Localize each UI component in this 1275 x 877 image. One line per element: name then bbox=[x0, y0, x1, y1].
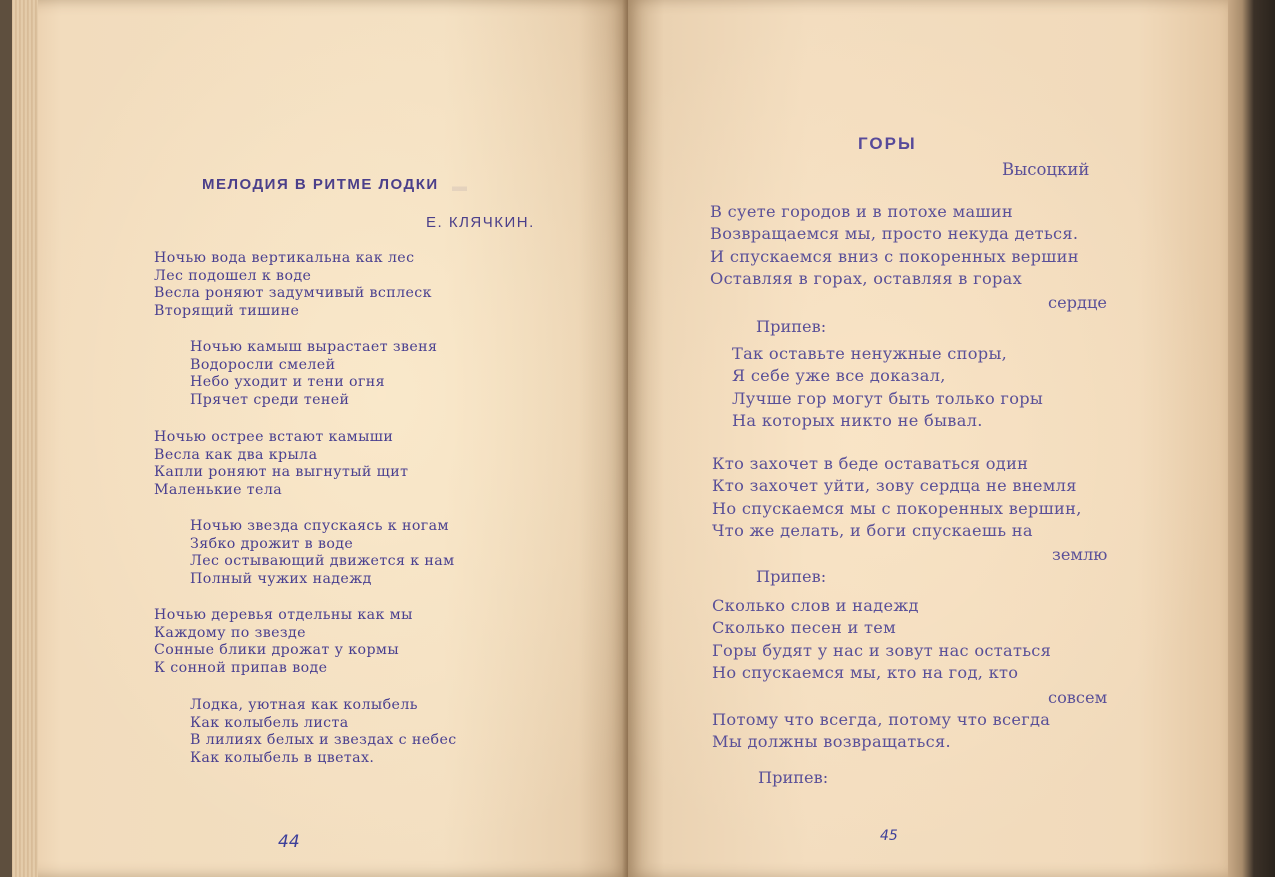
verse-line: Мы должны возвращаться. bbox=[712, 732, 951, 752]
verse-line: Сколько слов и надежд bbox=[712, 596, 919, 615]
verse-line: Сколько песен и тем bbox=[712, 618, 897, 638]
verse-line: Потому что всегда, потому что всегда bbox=[712, 710, 1051, 729]
left-page bbox=[12, 0, 628, 877]
verse-line: Каждому по звезде bbox=[154, 624, 306, 641]
right-page bbox=[628, 0, 1228, 877]
verse-line: Горы будят у нас и зовут нас остаться bbox=[712, 640, 1052, 660]
verse-line: Так оставьте ненужные споры, bbox=[732, 344, 1008, 363]
verse-line: Лес остывающий движется к нам bbox=[190, 553, 455, 570]
stanza-3 bbox=[712, 595, 1051, 685]
chorus-label: Припев: bbox=[758, 768, 829, 787]
verse-line: Кто захочет в беде оставаться один bbox=[712, 454, 1029, 473]
verse-line: Оставляя в горах, оставляя в горах bbox=[710, 269, 1023, 289]
verse-line: Ночью вода вертикальна как лес bbox=[154, 250, 415, 266]
poem-title: МЕЛОДИЯ В РИТМЕ ЛОДКИ bbox=[202, 176, 439, 193]
verse-line: Небо уходит и тени огня bbox=[190, 374, 386, 391]
chorus bbox=[732, 343, 1043, 433]
verse-line-end: сердце bbox=[1048, 293, 1107, 312]
verse-line: Как колыбель в цветах. bbox=[190, 749, 375, 766]
verse-line: Прячет среди теней bbox=[190, 391, 350, 408]
verse-line: Я себе уже все доказал, bbox=[732, 366, 946, 386]
poem-author: Высоцкий bbox=[1002, 160, 1090, 179]
stanza-1 bbox=[710, 201, 1079, 291]
verse-line: Вторящий тишине bbox=[154, 302, 300, 319]
verse-line: Сонные блики дрожат у кормы bbox=[154, 642, 400, 659]
verse-line: Лодка, уютная как колыбель bbox=[190, 697, 418, 713]
chorus-label: Припев: bbox=[756, 317, 827, 336]
book-edge bbox=[1228, 0, 1275, 877]
verse-line: Весла роняют задумчивый всплеск bbox=[154, 285, 432, 302]
stanza-2 bbox=[712, 453, 1082, 543]
chorus-label: Припев: bbox=[756, 567, 827, 586]
page-number-right: 45 bbox=[880, 828, 898, 844]
verse-line-end: землю bbox=[1052, 545, 1108, 564]
verse-line: На которых никто не бывал. bbox=[732, 411, 983, 431]
verse-line: Но спускаемся мы, кто на год, кто bbox=[712, 663, 1019, 683]
stanza-1 bbox=[154, 250, 432, 320]
bleed-through-text: ▬ bbox=[452, 178, 467, 195]
stanza-2 bbox=[190, 339, 437, 409]
stanza-3 bbox=[154, 429, 408, 499]
verse-line: Ночью звезда спускаясь к ногам bbox=[190, 518, 449, 534]
verse-line: Весла как два крыла bbox=[154, 446, 318, 463]
verse-line: К сонной припав воде bbox=[154, 659, 328, 676]
verse-line: Что же делать, и боги спускаешь на bbox=[712, 521, 1033, 541]
verse-line: Возвращаемся мы, просто некуда деться. bbox=[710, 224, 1079, 244]
poem-author: Е. КЛЯЧКИН. bbox=[426, 214, 535, 231]
verse-line: Но спускаемся мы с покоренных вершин, bbox=[712, 498, 1082, 518]
poem-title: ГОРЫ bbox=[858, 134, 917, 153]
stanza-4 bbox=[190, 518, 455, 588]
verse-line: И спускаемся вниз с покоренных вершин bbox=[710, 246, 1079, 266]
stanza-6 bbox=[190, 697, 457, 767]
verse-line: Ночью камыш вырастает звеня bbox=[190, 339, 438, 355]
verse-line: Ночью деревья отдельны как мы bbox=[154, 607, 413, 623]
verse-line: Лучше гор могут быть только горы bbox=[732, 388, 1044, 408]
verse-line: В лилиях белых и звездах с небес bbox=[190, 732, 457, 749]
verse-line: Полный чужих надежд bbox=[190, 570, 372, 587]
verse-line: Капли роняют на выгнутый щит bbox=[154, 464, 409, 481]
verse-line: В суете городов и в потохе машин bbox=[710, 202, 1013, 221]
verse-line-end: совсем bbox=[1048, 688, 1108, 707]
verse-line: Кто захочет уйти, зову сердца не внемля bbox=[712, 476, 1077, 496]
verse-line: Водоросли смелей bbox=[190, 356, 336, 373]
stanza-5 bbox=[154, 607, 413, 677]
verse-line: Как колыбель листа bbox=[190, 714, 349, 731]
verse-line: Зябко дрожит в воде bbox=[190, 535, 354, 552]
stanza-3-continued bbox=[712, 709, 1050, 754]
verse-line: Маленькие тела bbox=[154, 481, 283, 498]
verse-line: Лес подошел к воде bbox=[154, 267, 312, 284]
page-number-left: 44 bbox=[278, 832, 300, 852]
verse-line: Ночью острее встают камыши bbox=[154, 429, 394, 445]
